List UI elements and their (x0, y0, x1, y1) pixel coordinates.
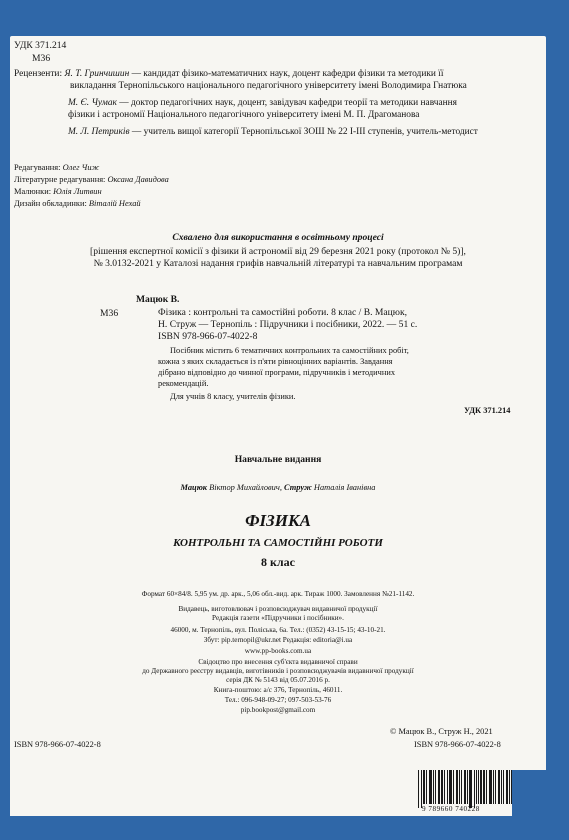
isbn-left: ISBN 978-966-07-4022-8 (14, 740, 101, 749)
reviewers-label: Рецензенти: (14, 69, 63, 79)
imprint-line: серія ДК № 5143 від 05.07.2016 р. (226, 676, 330, 684)
editor-line: Редагування: Олег Чиж (14, 163, 100, 172)
copyright: © Мацюк В., Струж Н., 2021 (390, 727, 493, 736)
barcode-bar (461, 770, 462, 804)
reviewer-title: — учитель вищої категорії Тернопільської ЗОШ № 22 І-ІІІ ступенів, учитель-методист (129, 127, 478, 137)
imprint-line: Редакція газети «Підручники і посібники». (212, 614, 344, 622)
catalog-audience: Для учнів 8 класу, учителів фізики. (170, 392, 296, 401)
udk-code: УДК 371.214 (14, 40, 67, 51)
imprint-line: pip.bookpost@gmail.com (240, 706, 316, 714)
barcode-bar (476, 770, 477, 804)
cover-edge (512, 770, 569, 840)
barcode-bar (467, 770, 468, 804)
barcode-bar (453, 770, 454, 804)
barcode-bar (509, 770, 510, 804)
catalog-line: Н. Струж — Тернопіль : Підручники і посібники, 2022. — 51 с. (158, 319, 418, 330)
reviewer-name: Я. Т. Гринчишин (64, 69, 130, 79)
reviewer-title: — доктор педагогічних наук, доцент, завідувач кафедри теорії та методики навчання (116, 98, 457, 108)
barcode-bar (501, 770, 502, 804)
barcode-bar (418, 770, 419, 808)
editor-line: Дизайн обкладинки: Віталій Нехай (14, 199, 141, 208)
imprint-line: Видавець, виготовлювач і розповсюджувач видавничої продукції (178, 605, 378, 613)
catalog-desc: дібрано відповідно до чинної програми, підручників і методичних (158, 368, 396, 377)
barcode-bar (503, 770, 504, 804)
barcode-bar (474, 770, 475, 808)
catalog-udk: УДК 371.214 (464, 406, 511, 415)
book-imprint-page (10, 36, 546, 816)
authors-line: Мацюк Віктор Михайлович, Струж Наталія Іванівна (180, 483, 376, 492)
catalog-isbn: ISBN 978-966-07-4022-8 (158, 331, 258, 342)
barcode-bar (447, 770, 448, 804)
barcode-bar (493, 770, 494, 804)
barcode-bar (444, 770, 445, 804)
barcode-bar (459, 770, 460, 804)
approval-line: [рішення експертної комісії з фізики й астрономії від 29 березня 2021 року (протокол № 5)], (90, 246, 466, 257)
barcode-bar (489, 770, 492, 804)
edition-type: Навчальне видання (234, 454, 322, 465)
barcode-bar (480, 770, 482, 804)
barcode-bar (423, 770, 425, 804)
barcode-bar (486, 770, 487, 804)
approval-title: Схвалено для використання в освітньому процесі (172, 232, 384, 243)
reviewer-3 (68, 126, 542, 138)
barcode-bar (438, 770, 440, 804)
book-title: ФІЗИКА (245, 511, 311, 530)
catalog-code: М36 (32, 53, 51, 64)
barcode-bar (433, 770, 434, 804)
imprint-format: Формат 60×84/8. 5,95 ум. др. арк., 5,06 обл.-вид. арк. Тираж 1000. Замовлення №21-1142. (141, 590, 415, 598)
barcode-bar (441, 770, 443, 804)
barcode-bar (426, 770, 427, 804)
barcode-bar (478, 770, 479, 804)
reviewer-title-cont: фізики і астрономії Національного педагогічного університету імені М. П. Драгоманова (68, 110, 420, 121)
catalog-card-code: М36 (100, 308, 119, 319)
book-subtitle: КОНТРОЛЬНІ ТА САМОСТІЙНІ РОБОТИ (173, 537, 383, 549)
barcode-bar (483, 770, 485, 804)
barcode-bar (469, 770, 472, 808)
catalog-desc: рекомендацій. (158, 379, 209, 388)
reviewer-name: М. Л. Петриків (68, 127, 130, 137)
barcode-bar (495, 770, 496, 804)
catalog-line: Фізика : контрольні та самостійні роботи. 8 клас / В. Мацюк, (158, 307, 408, 318)
editor-line: Літературне редагування: Оксана Давидова (14, 175, 169, 184)
reviewer-name: М. Є. Чумак (68, 98, 117, 108)
barcode-bar (449, 770, 452, 804)
imprint-line: www.pp-books.com.ua (244, 647, 312, 655)
barcode-bar (429, 770, 432, 804)
approval-line: № 3.0132-2021 у Каталозі надання грифів навчальній літературі та навчальним програмам (93, 258, 463, 269)
barcode-bar (456, 770, 458, 804)
imprint-line: Книга-поштою: а/с 376, Тернопіль, 46011. (213, 686, 343, 694)
barcode-bar (498, 770, 500, 804)
catalog-desc: кожна з яких складається із п'яти рівноцінних варіантів. Завдання (158, 357, 393, 366)
reviewer-title: — кандидат фізико-математичних наук, доцент кафедри фізики та методики її (129, 69, 444, 79)
isbn-right: ISBN 978-966-07-4022-8 (414, 740, 501, 749)
imprint-line: Тел.: 096-948-09-27; 097-503-53-76 (224, 696, 332, 704)
barcode-bar (435, 770, 436, 804)
imprint-line: Свідоцтво про внесення суб'єкта видавничої справи (198, 658, 358, 666)
barcode-bar (421, 770, 422, 808)
barcode-bar (464, 770, 466, 804)
reviewer-2 (68, 97, 542, 121)
catalog-author: Мацюк В. (136, 294, 180, 305)
book-grade: 8 клас (261, 555, 295, 569)
editor-line: Малюнки: Юлія Литвин (14, 187, 102, 196)
imprint-line: Збут: pip.ternopil@ukr.net Редакція: editoria@i.ua (203, 636, 353, 644)
imprint-line: 46000, м. Тернопіль, вул. Поліська, 6а. Тел.: (0352) 43-15-15; 43-10-21. (170, 626, 386, 634)
imprint-line: до Державного реєстру видавців, виготівників і розповсюджувачів видавничої продукції (142, 667, 414, 675)
reviewer-title-cont: викладання Тернопільського національного педагогічного університету імені Володимира Гнатюка (70, 81, 467, 92)
catalog-desc: Посібник містить 6 тематичних контрольних та самостійних робіт, (170, 346, 409, 355)
reviewer-1 (14, 68, 542, 92)
barcode-digits: 9 789660 740228 (422, 805, 480, 813)
barcode-bar (506, 770, 508, 804)
